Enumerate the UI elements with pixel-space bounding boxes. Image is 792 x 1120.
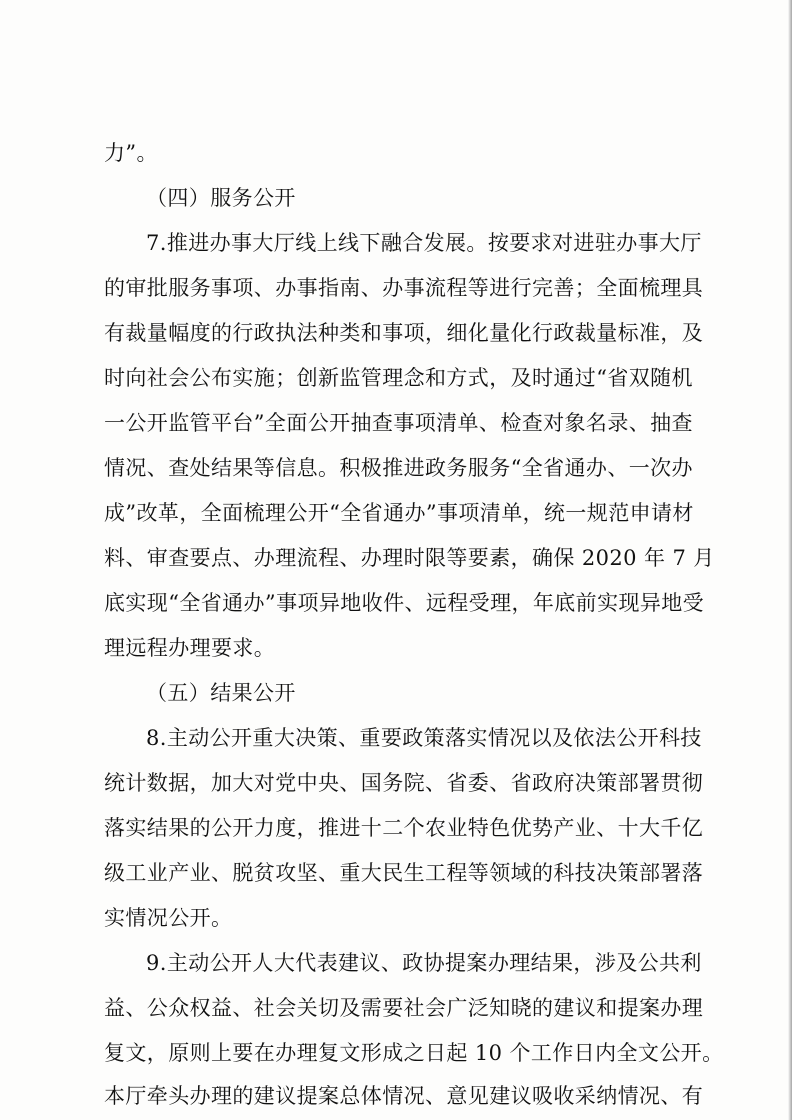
paragraph-9-line-2: 益、公众权益、社会关切及需要社会广泛知晓的建议和提案办理 [104,996,704,1020]
paragraph-9-line-3: 复文，原则上要在办理复文形成之日起 10 个工作日内全文公开。 [104,1041,724,1065]
paragraph-9-line-4: 本厅牵头办理的建议提案总体情况、意见建议吸收采纳情况、有 [104,1084,704,1108]
paragraph-7-line-4: 时向社会公布实施；创新监管理念和方式，及时通过“省双随机 [104,366,693,390]
paragraph-8-line-1: 8.主动公开重大决策、重要政策落实情况以及依法公开科技 [146,726,702,750]
section-heading-service-disclosure: （四）服务公开 [146,186,296,210]
paragraph-8-line-4: 级工业产业、脱贫攻坚、重大民生工程等领域的科技决策部署落 [104,861,704,885]
paragraph-7-line-7: 成”改革，全面梳理公开“全省通办”事项清单，统一规范申请材 [104,501,694,525]
paragraph-9-line-1: 9.主动公开人大代表建议、政协提案办理结果，涉及公共利 [146,951,702,975]
paragraph-7-line-1: 7.推进办事大厅线上线下融合发展。按要求对进驻办事大厅 [146,231,702,255]
paragraph-7-line-10: 理远程办理要求。 [104,636,276,660]
paragraph-7-line-6: 情况、查处结果等信息。积极推进政务服务“全省通办、一次办 [104,456,693,480]
paragraph-7-line-2: 的审批服务事项、办事指南、办事流程等进行完善；全面梳理具 [104,276,704,300]
section-heading-result-disclosure: （五）结果公开 [146,681,296,705]
paragraph-7-line-8: 料、审查要点、办理流程、办理时限等要素，确保 2020 年 7 月 [104,546,715,570]
paragraph-8-line-2: 统计数据，加大对党中央、国务院、省委、省政府决策部署贯彻 [104,771,704,795]
paragraph-8-line-3: 落实结果的公开力度，推进十二个农业特色优势产业、十大千亿 [104,816,704,840]
text-line-continuation: 力”。 [104,141,158,165]
paragraph-7-line-9: 底实现“全省通办”事项异地收件、远程受理，年底前实现异地受 [104,591,705,615]
paragraph-7-line-5: 一公开监管平台”全面公开抽查事项清单、检查对象名录、抽查 [104,411,693,435]
paragraph-7-line-3: 有裁量幅度的行政执法种类和事项，细化量化行政裁量标准，及 [104,321,704,345]
paragraph-8-line-5: 实情况公开。 [104,906,233,930]
